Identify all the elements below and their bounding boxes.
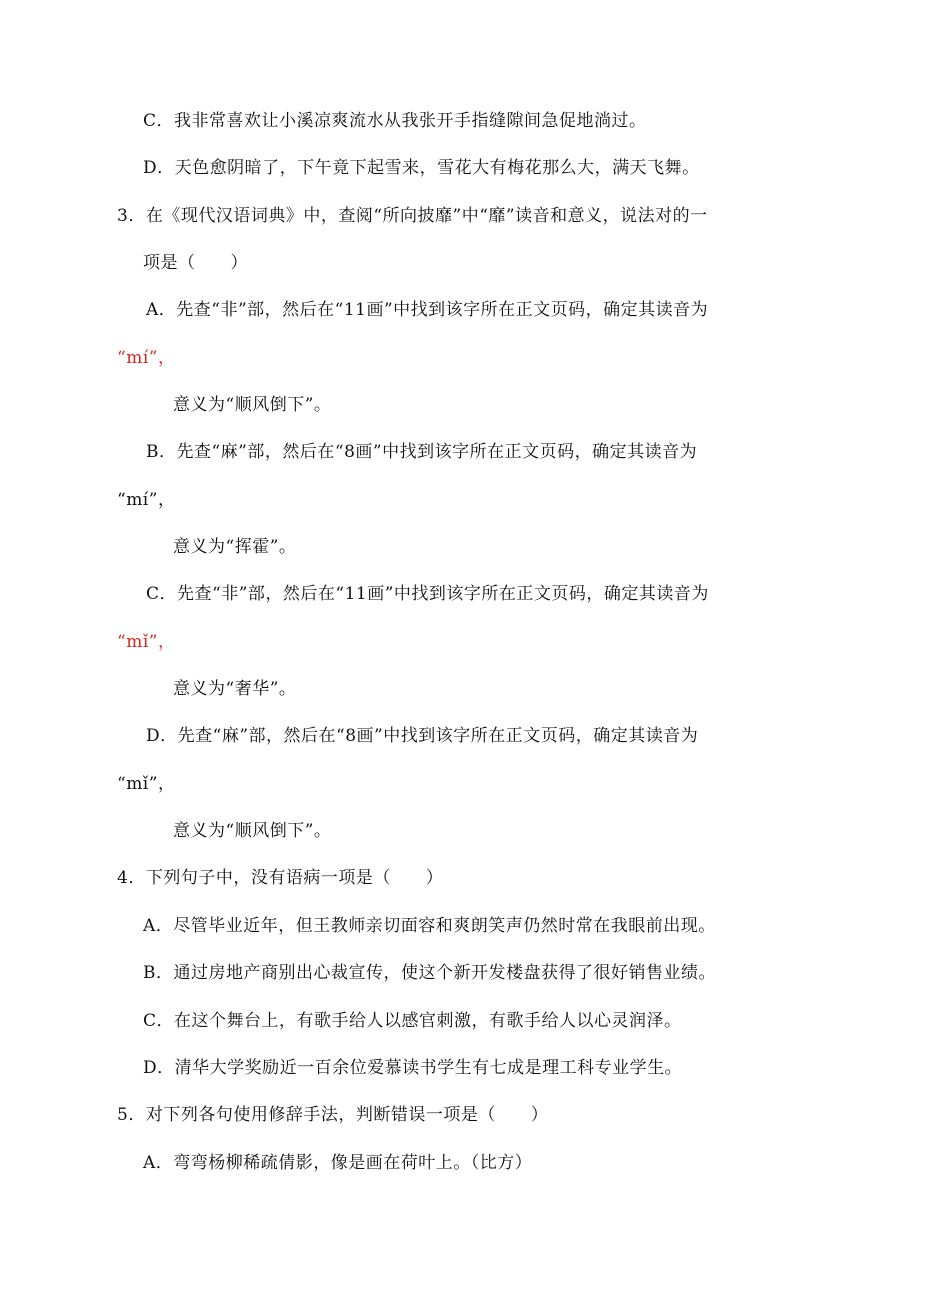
option-5a: A．弯弯杨柳稀疏倩影，像是画在荷叶上。（比方） — [143, 1153, 533, 1173]
option-3d: D．先查“麻”部，然后在“8画”中找到该字所在正文页码，确定其读音为 — [146, 726, 699, 746]
open-quote: “ — [117, 632, 127, 652]
close-quote: ”， — [148, 632, 176, 652]
option-3c-meaning: 意义为“奢华”。 — [173, 679, 297, 699]
open-quote: “ — [117, 348, 127, 368]
option-3c: C．先查“非”部，然后在“11画”中找到该字所在正文页码，确定其读音为 — [146, 584, 709, 604]
close-quote: ”， — [148, 348, 176, 368]
option-4b: B．通过房地产商别出心裁宣传，使这个新开发楼盘获得了很好销售业绩。 — [143, 963, 716, 983]
option-3c-pinyin-line — [117, 631, 175, 653]
pinyin-highlight: mí — [126, 348, 149, 368]
option-3a-meaning: 意义为“顺风倒下”。 — [173, 395, 332, 415]
option-3d-meaning: 意义为“顺风倒下”。 — [173, 821, 332, 841]
option-4d: D．清华大学奖励近一百余位爱慕读书学生有七成是理工科专业学生。 — [143, 1058, 683, 1078]
option-3a-pinyin-line — [117, 347, 175, 369]
option-3b-meaning: 意义为“挥霍”。 — [173, 537, 297, 557]
question-3-stem-cont: 项是（ ） — [143, 253, 248, 273]
option-3b: B．先查“麻”部，然后在“8画”中找到该字所在正文页码，确定其读音为 — [146, 442, 698, 462]
question-5-stem: 5．对下列各句使用修辞手法，判断错误一项是（ ） — [117, 1105, 549, 1125]
option-3d-pinyin-line: “mǐ”， — [117, 774, 176, 794]
question-3-stem: 3．在《现代汉语词典》中，查阅“所向披靡”中“靡”读音和意义，说法对的一 — [117, 206, 708, 226]
pinyin-highlight: mǐ — [126, 632, 149, 652]
option-4c: C．在这个舞台上，有歌手给人以感官刺激，有歌手给人以心灵润泽。 — [143, 1011, 682, 1031]
option-2d: D．天色愈阴暗了，下午竟下起雪来，雪花大有梅花那么大，满天飞舞。 — [143, 158, 700, 178]
option-4a: A．尽管毕业近年，但王教师亲切面容和爽朗笑声仍然时常在我眼前出现。 — [143, 916, 716, 936]
option-3b-pinyin-line: “mí”， — [117, 490, 176, 510]
question-4-stem: 4．下列句子中，没有语病一项是（ ） — [117, 868, 444, 888]
option-3a: A．先查“非”部，然后在“11画”中找到该字所在正文页码，确定其读音为 — [146, 300, 709, 320]
option-2c: C．我非常喜欢让小溪凉爽流水从我张开手指缝隙间急促地淌过。 — [143, 111, 647, 131]
